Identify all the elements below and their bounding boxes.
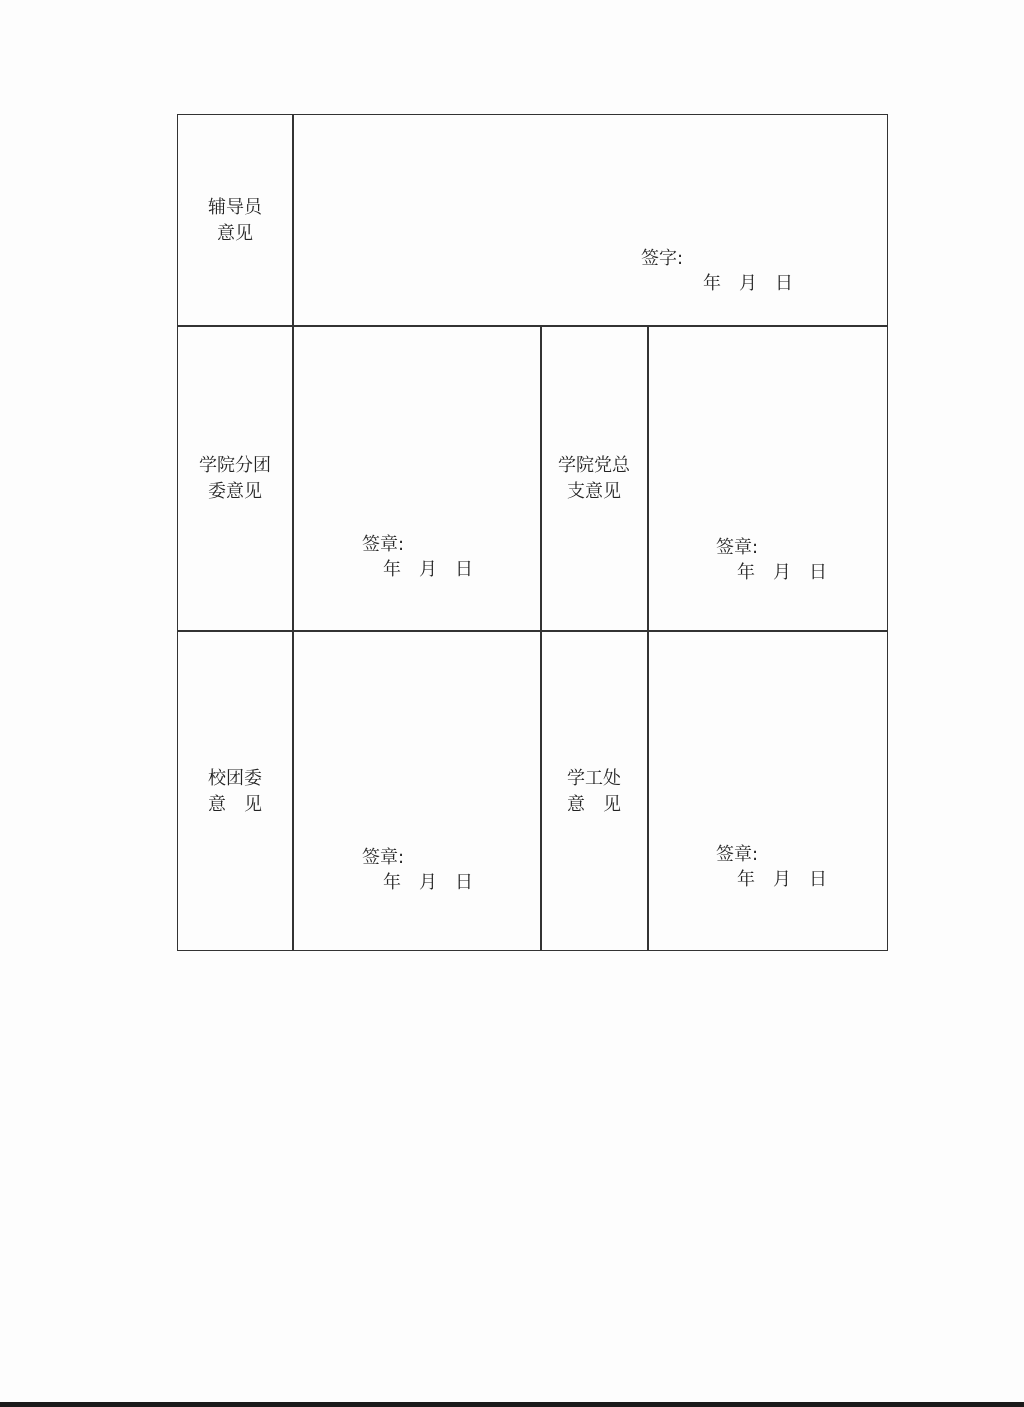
label-line: 意 见 <box>567 794 621 815</box>
label-line: 学院分团 <box>199 455 271 476</box>
college-league-opinion-label <box>178 453 292 505</box>
college-party-date-line: 年 月 日 <box>737 562 827 583</box>
row-divider-1 <box>177 325 888 327</box>
counselor-signature-label: 签字: <box>641 248 684 269</box>
college-party-signature-label: 签章: <box>716 537 759 558</box>
college-league-date-line: 年 月 日 <box>383 559 473 580</box>
counselor-date-line: 年 月 日 <box>703 273 793 294</box>
label-line: 意 见 <box>208 794 262 815</box>
label-line: 支意见 <box>567 481 621 502</box>
label-line: 辅导员 <box>208 197 262 218</box>
label-line: 学院党总 <box>558 455 630 476</box>
label-line: 委意见 <box>208 481 262 502</box>
student-affairs-signature-label: 签章: <box>716 844 759 865</box>
scan-bottom-edge <box>0 1402 1024 1407</box>
label-line: 意见 <box>217 223 253 244</box>
student-affairs-date-line: 年 月 日 <box>737 869 827 890</box>
school-league-date-line: 年 月 日 <box>383 872 473 893</box>
college-league-signature-label: 签章: <box>362 534 405 555</box>
student-affairs-opinion-label <box>541 766 647 818</box>
middle-column-divider-left <box>540 325 542 951</box>
school-league-opinion-label <box>178 766 292 818</box>
school-league-signature-label: 签章: <box>362 847 405 868</box>
counselor-opinion-label <box>178 195 292 247</box>
college-party-opinion-label <box>541 453 647 505</box>
row-divider-2 <box>177 630 888 632</box>
middle-column-divider-right <box>647 325 649 951</box>
label-line: 学工处 <box>567 768 621 789</box>
label-column-divider <box>292 114 294 951</box>
label-line: 校团委 <box>208 768 262 789</box>
